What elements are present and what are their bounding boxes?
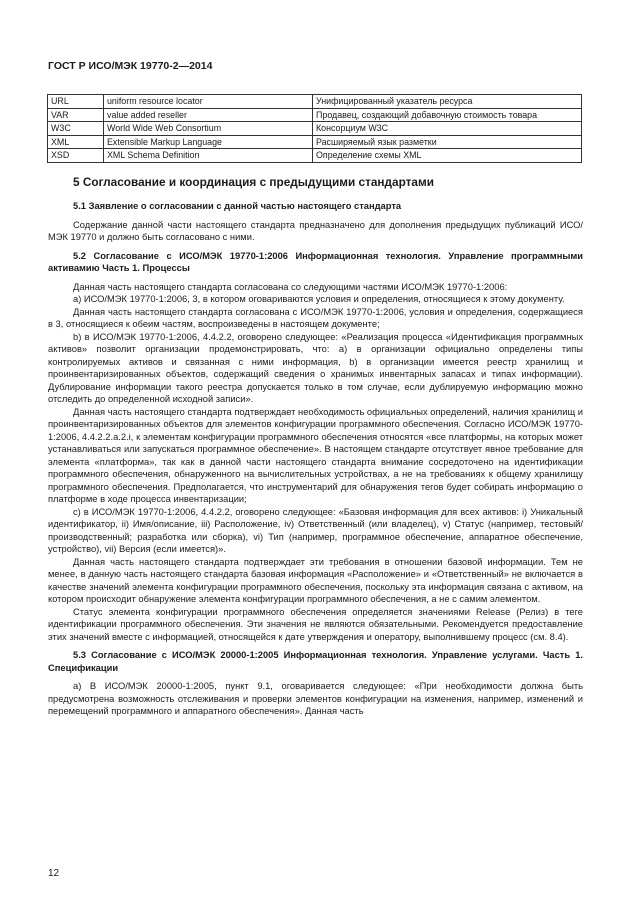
table-cell-ru: Консорциум W3C xyxy=(313,122,582,136)
paragraph: Данная часть настоящего стандарта подтверждает необходимость официальных определений, наличия хранилищ и проинвентаризированных объектов для элементов конфигурации программного обеспечения. Согласно ИСО/МЭК 19770-1:2006, 4.4.2.2.a.2.i, к элементам конфигурации программного обеспечения относятся «все платформы, на которых может устанавливаться или запускаться программное обеспечение». В настоящем стандарте отсутствует явное требование для элемента «платформа», так как в данной части настоящего стандарта внимание сосредоточено на идентификации программного обеспечения, обнаруженного на вычислительных устройствах, а не на требованиях к общему хранилищу программного обеспечения. Предполагается, что инструментарий для обнаружения тегов будет собирать информацию о платформе в ходе процесса инвентаризации; xyxy=(48,406,583,504)
table-row xyxy=(48,135,582,149)
table-cell-abbr: URL xyxy=(48,95,104,109)
section-5-2-title: 5.2 Согласование с ИСО/МЭК 19770-1:2006 Информационная технология. Управление программными активамию Часть 1. Процессы xyxy=(48,250,583,273)
table-cell-abbr: W3C xyxy=(48,122,104,136)
section-5-3-title: 5.3 Согласование с ИСО/МЭК 20000-1:2005 Информационная технология. Управление услугами. Часть 1. Спецификации xyxy=(48,650,583,673)
page-number: 12 xyxy=(48,868,60,879)
table-cell-ru: Расширяемый язык разметки xyxy=(313,135,582,149)
table-row xyxy=(48,149,582,163)
document-header: ГОСТ Р ИСО/МЭК 19770-2—2014 xyxy=(48,60,213,72)
table-cell-ru: Продавец, создающий добавочную стоимость товара xyxy=(313,108,582,122)
section-5-title: 5 Согласование и координация с предыдущими стандартами xyxy=(73,175,434,189)
table-cell-en: value added reseller xyxy=(104,108,313,122)
paragraph: Содержание данной части настоящего стандарта предназначено для дополнения предыдущих публикаций ИСО/МЭК 19770 и должно быть согласовано с ними. xyxy=(48,219,583,242)
paragraph: Данная часть настоящего стандарта подтверждает эти требования в отношении базовой информации. Тем не менее, в данную часть настоящего стандарта базовая информация «Расположение» и «Ответственный» не включается в качестве значений элемента конфигурации программного обеспечения, поскольку эта информация связана с активом, на котором происходит обнаружение элемента конфигурации программного обеспечения, а не с самим элементом. xyxy=(48,556,583,604)
abbreviations-table xyxy=(47,94,582,163)
paragraph: Данная часть настоящего стандарта согласована с ИСО/МЭК 19770-1:2006, условия и определения, содержащиеся в 3, относящиеся к обеим частям, воспроизведены в настоящем документе; xyxy=(48,306,583,329)
table-cell-en: World Wide Web Consortium xyxy=(104,122,313,136)
table-cell-ru: Унифицированный указатель ресурса xyxy=(313,95,582,109)
paragraph: а) В ИСО/МЭК 20000-1:2005, пункт 9.1, оговаривается следующее: «При необходимости должна быть предусмотрена возможность отслеживания и проверки элементов конфигурации на изменения, например, изменений и перемещений программного и аппаратного обеспечения». Данная часть xyxy=(48,681,583,716)
table-cell-en: uniform resource locator xyxy=(104,95,313,109)
table-row xyxy=(48,95,582,109)
table-cell-en: Extensible Markup Language xyxy=(104,135,313,149)
table-cell-ru: Определение схемы XML xyxy=(313,149,582,163)
paragraph: Статус элемента конфигурации программного обеспечения определяется значениями Release (Релиз) в теге идентификации программного обеспечения. Эти значения не являются обязательными. Рекомендуется предоставление этих значений вместе с информацией, относящейся к дате утверждения и оператору, выполнившему процесс (см. 8.4). xyxy=(48,606,583,642)
table-cell-abbr: VAR xyxy=(48,108,104,122)
table-cell-abbr: XSD xyxy=(48,149,104,163)
table-row xyxy=(48,122,582,136)
paragraph: Данная часть настоящего стандарта согласована со следующими частями ИСО/МЭК 19770-1:2006: xyxy=(73,281,508,292)
paragraph: b) в ИСО/МЭК 19770-1:2006, 4.4.2.2, оговорено следующее: «Реализация процесса «Идентификация программных активов» позволит организации продемонстрировать, что: а) в организации официально определены типы контролируемых активов и связанная с ними информация, b) в организации имеется реестр хранилищ и проинвентаризированных объектов, содержащий сведения о хранимых инвентарных запасах и типах информации). Дублирование информации такого реестра допускается только в том случае, если дублируемую информацию можно отследить до определенной исходной записи». xyxy=(48,331,583,404)
paragraph: c) в ИСО/МЭК 19770-1:2006, 4.4.2.2, оговорено следующее: «Базовая информация для всех активов: i) Уникальный идентификатор, ii) Имя/описание, iii) Расположение, iv) Ответственный (или владелец), v) Статус (например, тестовый/производственный; разработка или сборка), vi) Тип (например, программное обеспечение, аппаратное обеспечение, устройство), vii) Версия (если имеется)». xyxy=(48,506,583,554)
paragraph: а) ИСО/МЭК 19770-1:2006, 3, в котором оговариваются условия и определения, относящиеся к этому документу. xyxy=(73,294,565,304)
section-5-1-title: 5.1 Заявление о согласовании с данной частью настоящего стандарта xyxy=(73,201,402,211)
document-body xyxy=(48,172,583,718)
table-cell-en: XML Schema Definition xyxy=(104,149,313,163)
table-row xyxy=(48,108,582,122)
table-cell-abbr: XML xyxy=(48,135,104,149)
